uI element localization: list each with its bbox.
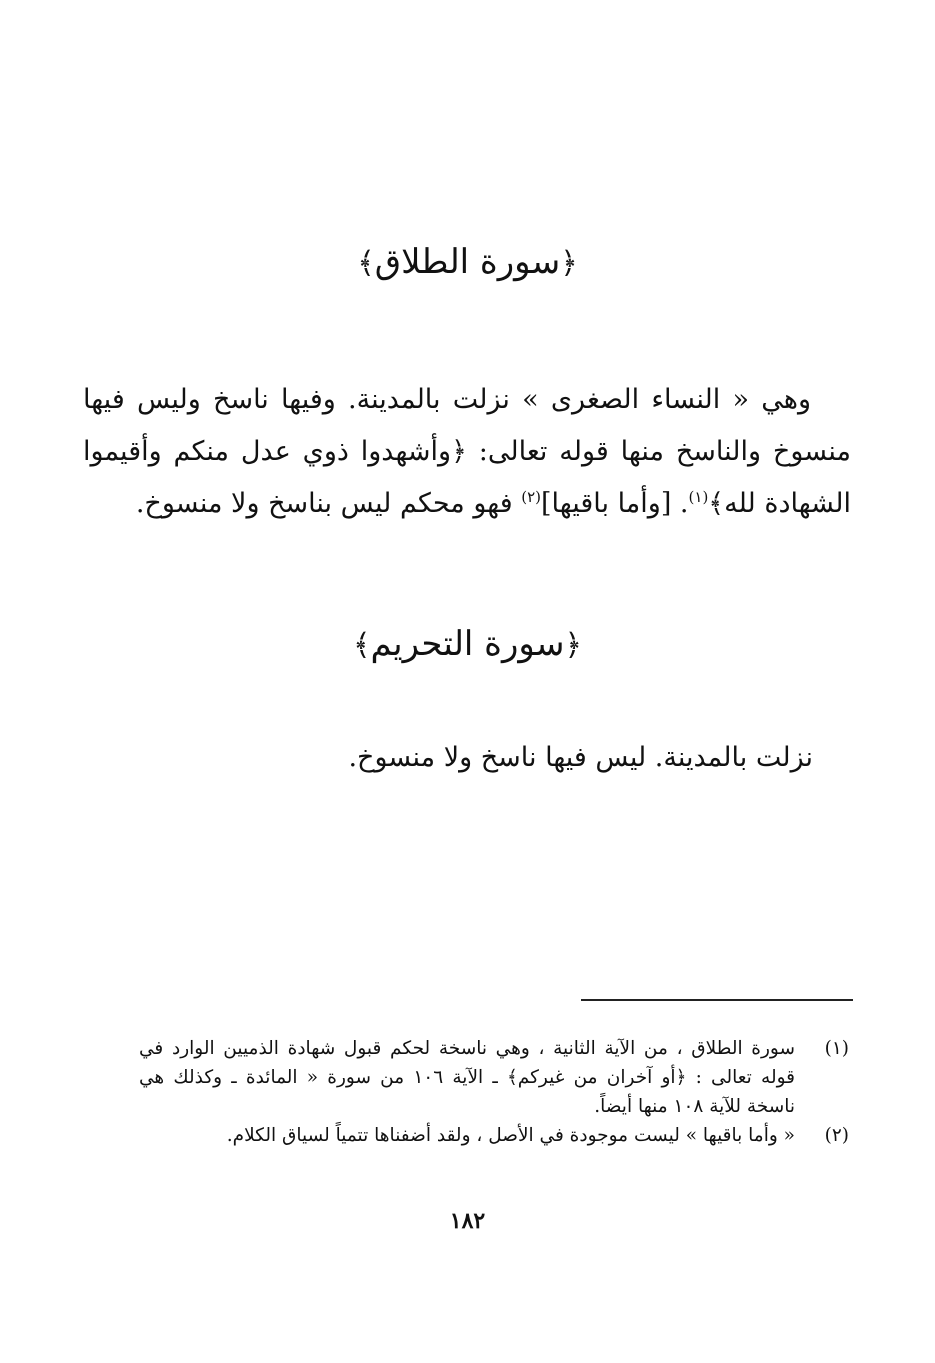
surah-title-tahrim	[0, 622, 935, 668]
footnote-1	[139, 1034, 849, 1121]
paragraph-text-b: . [وأما باقيها]	[541, 488, 689, 519]
paragraph-talaq	[83, 374, 851, 530]
footnotes	[139, 1034, 849, 1150]
ornate-close-bracket: ﴾	[352, 628, 371, 663]
paragraph-text-c: فهو محكم ليس بناسخ ولا منسوخ.	[135, 488, 522, 519]
footnote-2	[139, 1121, 849, 1150]
paragraph-text-a: وهي « النساء الصغرى » نزلت بالمدينة. وفيها ناسخ وليس فيها منسوخ والناسخ منها قوله تعالى: ﴿وأشهدوا ذوي عدل منكم وأقيموا الشهادة لله﴾	[83, 384, 851, 519]
paragraph-tahrim	[113, 732, 813, 784]
ornate-open-bracket: ﴿	[560, 246, 578, 281]
surah-title-text: سورة التحريم	[370, 624, 565, 664]
footnote-number: (١)	[824, 1038, 849, 1059]
surah-title-text: سورة الطلاق	[374, 242, 561, 282]
ornate-close-bracket: ﴾	[357, 246, 375, 281]
footnote-text: « وأما باقيها » ليست موجودة في الأصل ، ولقد أضفناها تتمياً لسياق الكلام.	[226, 1125, 795, 1146]
page-number: ١٨٢	[449, 1208, 486, 1234]
footnote-ref-1: (١)	[688, 488, 709, 506]
ornate-open-bracket: ﴿	[564, 628, 583, 663]
footnote-number: (٢)	[824, 1125, 849, 1146]
surah-title-talaq	[0, 240, 935, 286]
footnote-text: سورة الطلاق ، من الآية الثانية ، وهي ناسخة لحكم قبول شهادة الذميين الوارد في قوله تعالى : ﴿أو آخران من غيركم﴾ ـ الآية ١٠٦ من سورة « المائدة ـ وكذلك هي ناسخة للآية ١٠٨ منها أيضاً.	[139, 1038, 795, 1117]
footnote-divider	[581, 999, 853, 1001]
paragraph-text: نزلت بالمدينة. ليس فيها ناسخ ولا منسوخ.	[348, 742, 813, 773]
footnote-ref-2: (٢)	[521, 488, 541, 506]
